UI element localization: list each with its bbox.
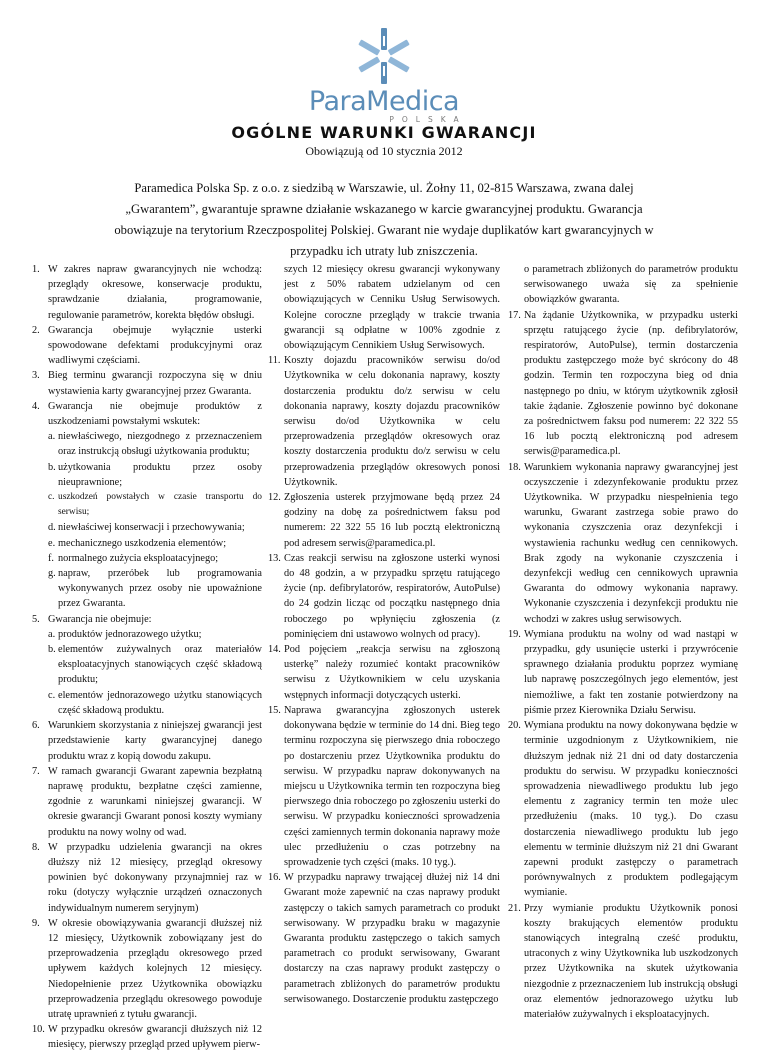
page-subtitle: Obowiązują od 10 stycznia 2012: [305, 144, 463, 158]
list-item: 1. W zakres napraw gwarancyjnych nie wchodzą: przeglądy okresowe, konserwacje produktu, sprawdzanie działania, programowanie, regulowanie parametrów, korekta błędów obsługi.: [32, 264, 262, 321]
sub-item: f. normalnego zużycia eksploatacyjnego;: [48, 552, 219, 564]
list-item: 14. Pod pojęciem „reakcja serwisu na zgłoszoną usterkę” należy rozumieć kontakt pracowników serwisu z Użytkownikiem w celu uzyskania wstępnych informacji dotyczących usterki.: [268, 644, 500, 701]
list-item: 9. W okresie obowiązywania gwarancji dłuższej niż 12 miesięcy, Użytkownik zobowiązany jest do przeprowadzenia przeglądu okresowego przed upływem każdych kolejnych 12 miesięcy. Niedopełnienie przez Użytkownika obowiązku przeprowadzenia przeglądu okresowego powoduje utratę uprawnień z tytułu gwarancji.: [32, 917, 262, 1020]
list-item: 3. Bieg terminu gwarancji rozpoczyna się w dniu wystawienia karty gwarancyjnej przez Gwaranta.: [32, 370, 262, 397]
list-item: 7. W ramach gwarancji Gwarant zapewnia bezpłatną naprawę produktu, bezpłatne części zamienne, zgodnie z warunkami niniejszej gwarancji. W okresie gwarancji Gwarant ponosi koszty wymiany produktu na nowy wolny od wad.: [32, 765, 262, 838]
brand-subtitle: POLSKA: [389, 115, 467, 124]
column-3: [508, 262, 738, 1022]
list-item: 21. Przy wymianie produktu Użytkownik ponosi koszty brakujących elementów produktu stanowiących integralną cześć produktu, utraconych z winy Użytkownika lub uszkodzonych przez Użytkownika na skutek użytkowania niezgodnie z przeznaczeniem lub instrukcją obsługi oraz elementów jednorazowego użytku lub materiałów zużywalnych i eksploatacyjnych.: [508, 902, 738, 1020]
list-item: 15. Naprawa gwarancyjna zgłoszonych usterek dokonywana będzie w terminie do 14 dni. Bieg tego terminu rozpoczyna się pierwszego dnia roboczego po dostarczeniu przez Użytkownika produktu do serwisu. W przypadku napraw dokonywanych na miejscu u Użytkownika termin ten rozpoczyna bieg pierwszego dnia roboczego po zgłoszeniu usterki do serwisu. W przypadku konieczności sprowadzenia części zamiennych termin dokonania naprawy może ulec przedłużeniu o czas potrzebny na sprowadzenie tych części (maks. 10 tyg.).: [268, 704, 500, 868]
sub-item: e. mechanicznego uszkodzenia elementów;: [48, 537, 227, 549]
sub-item: b. użytkowania produktu przez osoby nieuprawnione;: [48, 461, 262, 488]
sub-item: c. uszkodzeń powstałych w czasie transportu do serwisu;: [48, 492, 262, 518]
list-item: 19. Wymiana produktu na wolny od wad nastąpi w przypadku, gdy usunięcie usterki i przywrócenie sprawnego działania produktu poprzez wymianę lub naprawę poszczególnych jego elementów, jest niemożliwe, a fakt ten zostanie potwierdzony na piśmie przez Kierownika Działu Serwisu.: [508, 628, 738, 716]
sub-item: c. elementów jednorazowego użytku stanowiących część składową produktu.: [48, 689, 262, 716]
list-item: 10. W przypadku okresów gwarancji dłuższych niż 12 miesięcy, pierwszy przegląd przed upływem pierw-: [32, 1024, 262, 1051]
list-item: 12. Zgłoszenia usterek przyjmowane będą przez 24 godziny na dobę za pośrednictwem faksu pod numerem: 22 322 55 16 lub pocztą elektroniczną pod adresem serwis@paramedica.pl.: [268, 492, 500, 549]
sub-item: b. elementów zużywalnych oraz materiałów eksploatacyjnych stanowiących część składową produktu;: [48, 644, 262, 686]
column-1: [32, 262, 262, 1053]
brand-logo: [0, 26, 768, 124]
list-item-continuation: szych 12 miesięcy okresu gwarancji wykonywany jest z 50% rabatem udzielanym od cen obowiązujących w Cenniku Usług Serwisowych. Kolejne coroczne przeglądy w trakcie trwania gwarancji są odpłatne w 100% zgodnie z obowiązującym Cennikiem Usług Serwisowych.: [284, 264, 500, 352]
sub-item: d. niewłaściwej konserwacji i przechowywania;: [48, 522, 245, 534]
list-item: 5. Gwarancja nie obejmuje:: [32, 613, 152, 625]
list-item: 13. Czas reakcji serwisu na zgłoszone usterki wynosi do 48 godzin, a w przypadku sprzętu ratującego życie (np. defibrylatorów, respiratorów, AutoPulse) do 24 godzin licząc od początku następnego dnia roboczego po wpłynięciu zgłoszenia (z pominięciem dni ustawowo wolnych od pracy).: [268, 552, 500, 640]
list-item-continuation: o parametrach zbliżonych do parametrów produktu serwisowanego uważa się za spełnienie obowiązków gwaranta.: [524, 264, 738, 306]
sub-item: a. produktów jednorazowego użytku;: [48, 628, 202, 640]
intro-paragraph: Paramedica Polska Sp. z o.o. z siedzibą w Warszawie, ul. Żołny 11, 02-815 Warszawa, zwana dalej „Gwarantem”, gwarantuje sprawne działanie wskazanego w karcie gwarancyjnej produktu. Gwarancja obowiązuje na terytorium Rzeczpospolitej Polskiej. Gwarant nie wydaje duplikatów kart gwarancyjnych w przypadku ich utraty lub zniszczenia.: [114, 181, 654, 258]
brand-name: ParaMedica: [308, 86, 460, 117]
page-title: OGÓLNE WARUNKI GWARANCJI: [231, 123, 537, 142]
column-2: [268, 262, 500, 1007]
terms-columns: [32, 262, 738, 1051]
list-item: 18. Warunkiem wykonania naprawy gwarancyjnej jest oczyszczenie i zdezynfekowanie produktu przez Użytkownika. W przypadku niespełnienia tego warunku, Gwarant zastrzega sobie prawo do wykonania czyszczenia oraz dezynfekcji i wystawienia rachunku według cen cennikowych. Brak zgody na wykonanie czyszczenia i dezynfekcji według cen cennikowych uprawnia Gwaranta do odmowy wykonania naprawy. Wykonanie czyszczenia i dezynfekcji produktu nie wchodzi w zakres usług serwisowych.: [508, 461, 738, 625]
list-item: 20. Wymiana produktu na nowy dokonywana będzie w terminie uzgodnionym z Użytkownikiem, nie dłuższym jednak niż 21 dni od daty dostarczenia produktu do serwisu. W przypadku konieczności sprowadzenia niewadliwego produktu lub jego elementu z zagranicy termin ten może ulec przedłużeniu (maks. 10 tyg.). Do czasu dostarczenia niewadliwego produktu lub jego elementu w terminie dłuższym niż 21 dni Gwarant zapewni produkt zastępczy o parametrach porównywalnych z produktem podlegającym wymianie.: [508, 720, 738, 899]
list-item: 17. Na żądanie Użytkownika, w przypadku usterki sprzętu ratującego życie (np. defibrylatorów, respiratorów, AutoPulse), termin dostarczenia produktu zastępczego może być skrócony do 48 godzin. Termin ten rozpoczyna bieg od dnia następnego po dniu, w którym użytkownik zgłosił takie żądanie. Zgłoszenie powinno być dokonane za pośrednictwem faksu pod numerem: 22 322 55 16 lub pocztą elektroniczną pod adresem serwis@paramedica.pl.: [508, 309, 738, 458]
list-item: 6. Warunkiem skorzystania z niniejszej gwarancji jest przedstawienie karty gwarancyjnej danego produktu wraz z kopią dowodu zakupu.: [32, 720, 262, 762]
list-item: 8. W przypadku udzielenia gwarancji na okres dłuższy niż 12 miesięcy, przegląd okresowy powinien być dokonywany przynajmniej raz w roku (dotyczy wyłącznie urządzeń oznaczonych indywidualnym numerem seryjnym): [32, 841, 262, 914]
list-item: 4. Gwarancja nie obejmuje produktów z uszkodzeniami powstałymi wskutek:: [32, 400, 262, 428]
sub-item: a. niewłaściwego, niezgodnego z przeznaczeniem oraz instrukcją obsługi użytkowania produktu;: [48, 431, 262, 458]
sub-item: g. napraw, przeróbek lub programowania wykonywanych przez osoby nie upoważnione przez Gwaranta.: [48, 568, 262, 610]
list-item: 11. Koszty dojazdu pracowników serwisu do/od Użytkownika w celu dokonania naprawy, koszty dostarczenia produktu do/z serwisu w celu dokonania naprawy, koszty dojazdu pracowników serwisu do/od Użytkownika w celu przeprowadzenia przeglądów okresowych oraz koszty dostarczenia produktu do/z serwisu w celu przeprowadzenia przeglądów okresowych ponosi Użytkownik.: [268, 355, 500, 488]
list-item: 2. Gwarancja obejmuje wyłącznie usterki spowodowane defektami produkcyjnymi oraz wadliwymi częściami.: [32, 324, 262, 367]
list-item: 16. W przypadku naprawy trwającej dłużej niż 14 dni Gwarant może zapewnić na czas naprawy produkt zastępczy o takich samych parametrach co produkt serwisowany. W przypadku braku w magazynie Gwaranta produktu zastępczego o takich samych parametrach co produkt serwisowany, Gwarant dostarczy na czas naprawy produkt zastępczy o parametrach zbliżonych do parametrów produktu serwisowanego. Dostarczenie produktu zastępczego: [268, 872, 500, 1005]
star-of-life-logo-icon: [354, 26, 414, 86]
